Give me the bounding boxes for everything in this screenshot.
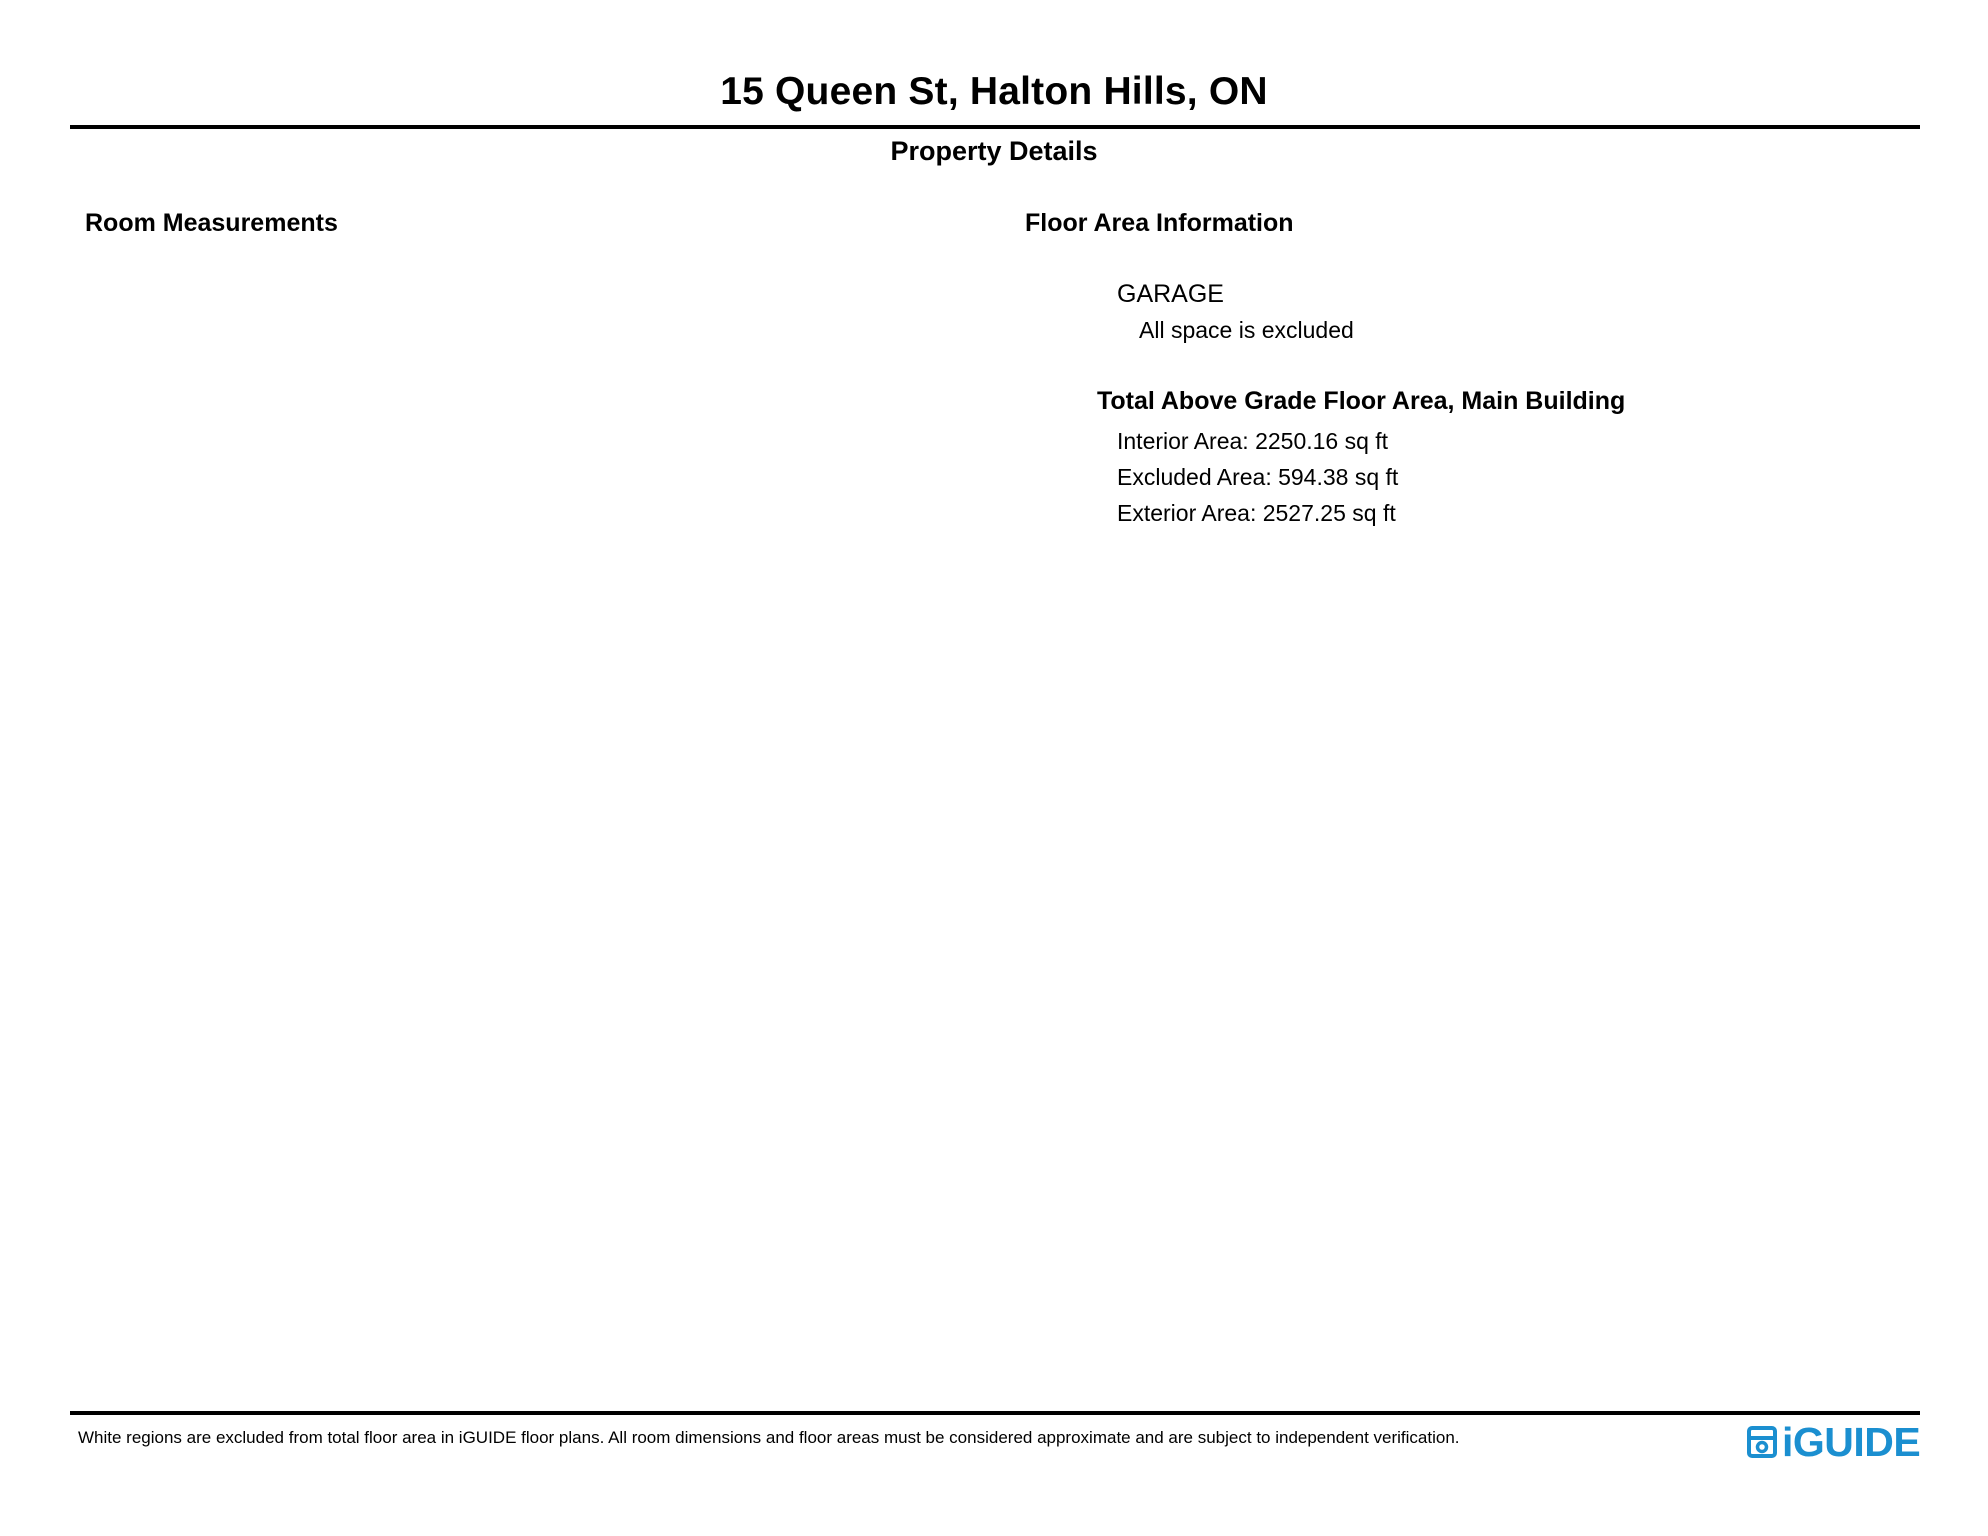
brand-name: iGUIDE — [1782, 1419, 1921, 1465]
brand-logo — [1746, 1420, 1920, 1464]
area-list — [1117, 423, 1398, 531]
garage-label: GARAGE — [1117, 280, 1224, 308]
header-divider — [70, 125, 1920, 129]
interior-area: Interior Area: 2250.16 sq ft — [1117, 428, 1389, 454]
room-measurements-heading: Room Measurements — [85, 209, 338, 237]
logo-bar — [1749, 1436, 1775, 1440]
garage-note: All space is excluded — [1139, 317, 1354, 343]
total-area-heading: Total Above Grade Floor Area, Main Building — [1097, 387, 1626, 415]
logo-lens — [1758, 1443, 1767, 1452]
page-subtitle: Property Details — [890, 136, 1098, 166]
page-title: 15 Queen St, Halton Hills, ON — [720, 70, 1268, 113]
iguide-logo-icon — [1746, 1425, 1778, 1459]
footer-disclaimer: White regions are excluded from total floor area in iGUIDE floor plans. All room dimensions and floor areas must be considered approximate and are subject to independent verification. — [78, 1428, 1460, 1447]
floor-area-heading: Floor Area Information — [1025, 209, 1294, 237]
excluded-area: Excluded Area: 594.38 sq ft — [1117, 464, 1399, 490]
exterior-area: Exterior Area: 2527.25 sq ft — [1117, 500, 1396, 526]
footer-divider — [70, 1411, 1920, 1415]
